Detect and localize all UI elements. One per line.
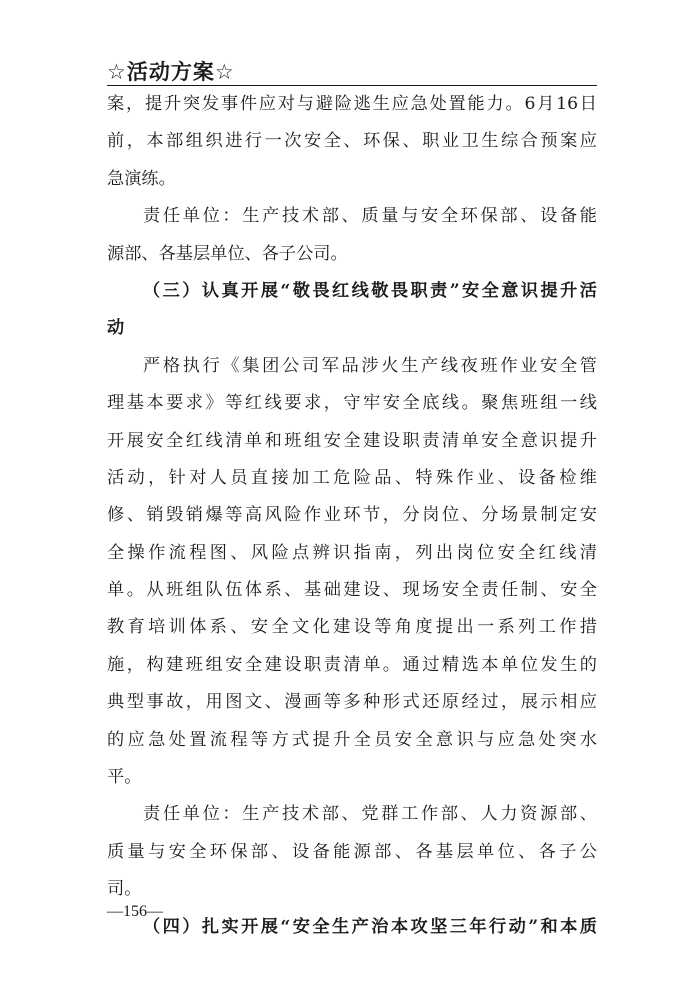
text-line: 责任单位：生产技术部、党群工作部、人力资源部、 [143, 804, 597, 825]
text-line: 前，本部组织进行一次安全、环保、职业卫生综合预案应 [107, 131, 597, 152]
text-line: 质量与安全环保部、设备能源部、各基层单位、各子公 [107, 841, 597, 862]
header-title: ☆活动方案☆ [107, 60, 235, 84]
section-heading-line: （三）认真开展“敬畏红线敬畏职责”安全意识提升活 [143, 280, 597, 301]
text-line: 活动，针对人员直接加工危险品、特殊作业、设备检维 [107, 467, 597, 488]
text-line: 平。 [107, 767, 142, 788]
text-line: 单。从班组队伍体系、基础建设、现场安全责任制、安全 [107, 580, 597, 601]
page-number: —156— [107, 903, 163, 920]
text-line: 修、销毁销爆等高风险作业环节，分岗位、分场景制定安 [107, 505, 597, 526]
text-line: 理基本要求》等红线要求，守牢安全底线。聚焦班组一线 [107, 393, 597, 414]
text-line: 案，提升突发事件应对与避险逃生应急处置能力。6月16日 [107, 94, 597, 114]
text-line: 开展安全红线清单和班组安全建设职责清单安全意识提升 [107, 430, 597, 451]
section-heading-line: （四）扎实开展“安全生产治本攻坚三年行动”和本质 [143, 916, 597, 937]
text-line: 典型事故，用图文、漫画等多种形式还原经过，展示相应 [107, 692, 597, 713]
text-line: 的应急处置流程等方式提升全员安全意识与应急处突水 [107, 729, 597, 750]
text-line: 施，构建班组安全建设职责清单。通过精选本单位发生的 [107, 654, 597, 675]
text-line: 司。 [107, 879, 142, 900]
text-line: 源部、各基层单位、各子公司。 [107, 243, 348, 264]
text-line: 严格执行《集团公司军品涉火生产线夜班作业安全管 [143, 355, 597, 376]
text-line: 全操作流程图、风险点辨识指南，列出岗位安全红线清 [107, 542, 597, 563]
section-heading-line: 动 [107, 318, 125, 339]
document-body [107, 86, 597, 946]
page-header [107, 56, 597, 86]
text-line: 责任单位：生产技术部、质量与安全环保部、设备能 [143, 206, 597, 227]
text-line: 急演练。 [107, 168, 176, 189]
text-line: 教育培训体系、安全文化建设等角度提出一系列工作措 [107, 617, 597, 638]
